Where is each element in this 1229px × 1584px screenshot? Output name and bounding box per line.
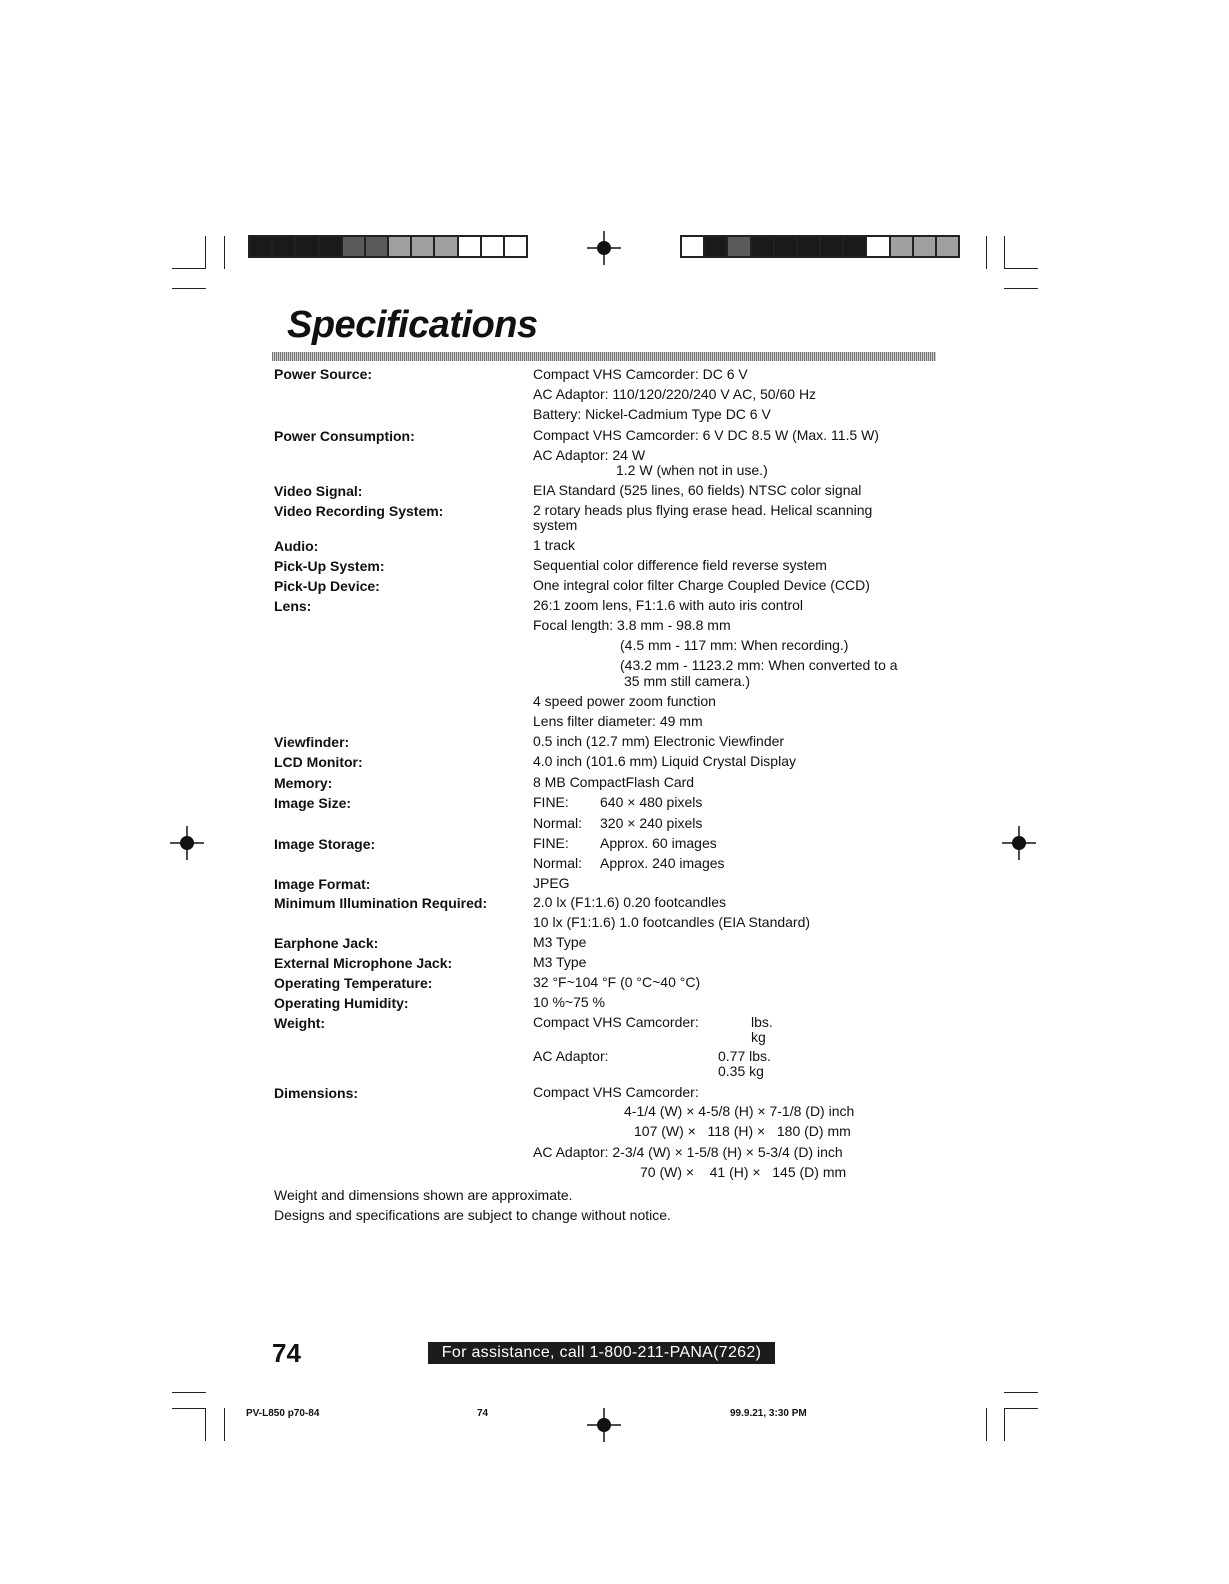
spec-value: AC Adaptor: 24 W <box>533 447 646 463</box>
spec-value: 10 lx (F1:1.6) 1.0 footcandles (EIA Standard) <box>533 914 811 930</box>
print-page-number: 74 <box>477 1408 489 1419</box>
spec-value: Compact VHS Camcorder: <box>533 1084 699 1100</box>
spec-value: One integral color filter Charge Coupled Device (CCD) <box>533 577 870 593</box>
spec-value: 4.0 inch (101.6 mm) Liquid Crystal Display <box>533 753 796 769</box>
spec-value: 8 MB CompactFlash Card <box>533 774 695 790</box>
spec-value: Approx. 60 images <box>600 835 717 851</box>
title-rule <box>272 352 936 361</box>
spec-value: 26:1 zoom lens, F1:1.6 with auto iris control <box>533 597 804 613</box>
crop-mark <box>224 1408 225 1441</box>
footnote: Designs and specifications are subject to change without notice. <box>274 1207 671 1223</box>
spec-value: Compact VHS Camcorder: 6 V DC 8.5 W (Max. 11.5 W) <box>533 427 879 443</box>
spec-value: 32 °F~104 °F (0 °C~40 °C) <box>533 974 701 990</box>
spec-value: FINE: <box>533 794 569 810</box>
spec-value: AC Adaptor: 2-3/4 (W) × 1-5/8 (H) × 5-3/4 (D) inch <box>533 1144 843 1160</box>
spec-value: (43.2 mm - 1123.2 mm: When converted to a <box>620 657 898 673</box>
page-title: Specifications <box>287 304 538 346</box>
spec-value: 4 speed power zoom function <box>533 693 716 709</box>
spec-value: system <box>533 517 578 533</box>
registration-mark-icon <box>1002 826 1036 860</box>
crop-mark <box>172 288 206 289</box>
crop-mark <box>1004 1408 1038 1409</box>
spec-value: 1 track <box>533 537 576 553</box>
spec-value: FINE: <box>533 835 569 851</box>
print-file-name: PV-L850 p70-84 <box>246 1408 320 1419</box>
crop-mark <box>205 236 206 269</box>
calibration-bar-left <box>248 235 528 258</box>
spec-value: 640 × 480 pixels <box>600 794 703 810</box>
spec-value: 2.0 lx (F1:1.6) 0.20 footcandles <box>533 894 726 910</box>
spec-label: Memory: <box>274 775 333 791</box>
crop-mark <box>205 1408 206 1441</box>
registration-mark-icon <box>587 1408 621 1442</box>
spec-label: Audio: <box>274 538 319 554</box>
spec-value: 10 %~75 % <box>533 994 605 1010</box>
spec-value: 4-1/4 (W) × 4-5/8 (H) × 7-1/8 (D) inch <box>624 1103 855 1119</box>
spec-value: AC Adaptor: <box>533 1048 609 1064</box>
print-timestamp: 99.9.21, 3:30 PM <box>730 1408 807 1419</box>
crop-mark <box>172 268 206 269</box>
spec-label: Operating Humidity: <box>274 995 409 1011</box>
spec-label: Video Recording System: <box>274 503 444 519</box>
crop-mark <box>986 1408 987 1441</box>
crop-mark <box>1004 1392 1038 1393</box>
spec-value: 2 rotary heads plus flying erase head. Helical scanning <box>533 502 873 518</box>
spec-label: Lens: <box>274 598 312 614</box>
spec-value: Compact VHS Camcorder: <box>533 1014 699 1030</box>
spec-value: Focal length: 3.8 mm - 98.8 mm <box>533 617 731 633</box>
spec-label: Operating Temperature: <box>274 975 433 991</box>
spec-value: M3 Type <box>533 934 587 950</box>
spec-label: Viewfinder: <box>274 734 350 750</box>
spec-value: lbs. <box>751 1014 773 1030</box>
registration-mark-icon <box>587 231 621 265</box>
crop-mark <box>224 236 225 269</box>
spec-value: AC Adaptor: 110/120/220/240 V AC, 50/60 Hz <box>533 386 817 402</box>
spec-value: EIA Standard (525 lines, 60 fields) NTSC color signal <box>533 482 862 498</box>
crop-mark <box>172 1392 206 1393</box>
footnote: Weight and dimensions shown are approximate. <box>274 1187 573 1203</box>
crop-mark <box>1004 236 1005 269</box>
spec-value: JPEG <box>533 875 570 891</box>
crop-mark <box>172 1408 206 1409</box>
spec-label: LCD Monitor: <box>274 754 363 770</box>
spec-value: 35 mm still camera.) <box>624 673 751 689</box>
spec-label: Power Source: <box>274 366 373 382</box>
spec-label: Dimensions: <box>274 1085 359 1101</box>
spec-value: Lens filter diameter: 49 mm <box>533 713 703 729</box>
spec-label: Video Signal: <box>274 483 363 499</box>
page-number: 74 <box>272 1338 301 1368</box>
spec-label: Earphone Jack: <box>274 935 379 951</box>
spec-value: kg <box>751 1029 766 1045</box>
spec-value: 70 (W) × 41 (H) × 145 (D) mm <box>640 1164 847 1180</box>
spec-value: Normal: <box>533 815 583 831</box>
crop-mark <box>1004 268 1038 269</box>
spec-label: Image Size: <box>274 795 352 811</box>
crop-mark <box>986 236 987 269</box>
spec-value: Compact VHS Camcorder: DC 6 V <box>533 366 748 382</box>
spec-label: Image Storage: <box>274 836 376 852</box>
spec-value: 1.2 W (when not in use.) <box>616 462 768 478</box>
spec-value: 0.35 kg <box>718 1063 764 1079</box>
spec-value: 0.77 lbs. <box>718 1048 771 1064</box>
crop-mark <box>1004 1408 1005 1441</box>
spec-label: External Microphone Jack: <box>274 955 453 971</box>
spec-value: Normal: <box>533 855 583 871</box>
spec-label: Weight: <box>274 1015 326 1031</box>
assistance-banner: For assistance, call 1-800-211-PANA(7262) <box>428 1342 775 1364</box>
spec-value: 320 × 240 pixels <box>600 815 703 831</box>
spec-label: Minimum Illumination Required: <box>274 895 488 911</box>
spec-value: 0.5 inch (12.7 mm) Electronic Viewfinder <box>533 733 785 749</box>
spec-value: 107 (W) × 118 (H) × 180 (D) mm <box>634 1123 851 1139</box>
spec-label: Pick-Up Device: <box>274 578 380 594</box>
crop-mark <box>1004 288 1038 289</box>
registration-mark-icon <box>170 826 204 860</box>
spec-label: Image Format: <box>274 876 371 892</box>
calibration-bar-right <box>680 235 960 258</box>
spec-value: Battery: Nickel-Cadmium Type DC 6 V <box>533 406 771 422</box>
spec-value: M3 Type <box>533 954 587 970</box>
spec-value: Approx. 240 images <box>600 855 725 871</box>
spec-value: (4.5 mm - 117 mm: When recording.) <box>620 637 849 653</box>
spec-label: Power Consumption: <box>274 428 415 444</box>
spec-label: Pick-Up System: <box>274 558 385 574</box>
spec-value: Sequential color difference field reverse system <box>533 557 827 573</box>
